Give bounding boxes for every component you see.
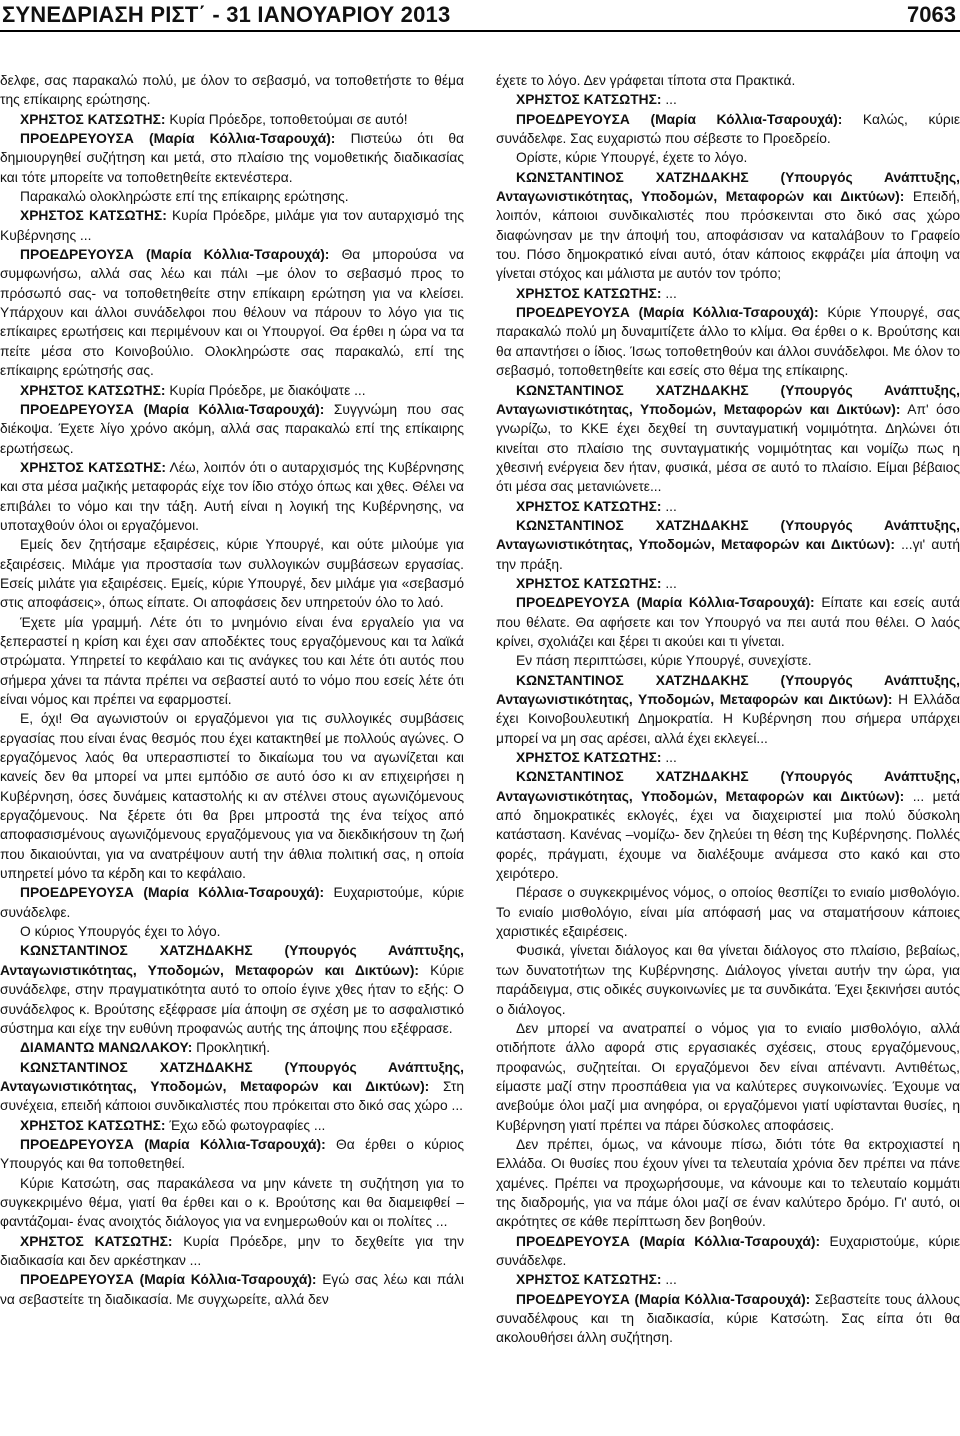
paragraph-text: Φυσικά, γίνεται διάλογος και θα γίνεται διάλογος στο πλαίσιο, βεβαίως, των δυνατοτήτων της Κυβέρνησης. Διάλογος γίνεται αυτήν την ώρα, για παράδειγμα, στις οδικές συγκοινωνίες με τα συνδικάτα. Έχει ξεκινήσει αυτός ο διάλογος. (496, 943, 960, 1017)
paragraph-text: Ευχαριστούμε, κύριε συνάδελφε. (0, 885, 464, 920)
paragraph-text: Κυρία Πρόεδρε, μιλάμε για τον αυταρχισμό της Κυβέρνησης ... (0, 208, 464, 243)
paragraph-text: Κύριε Κατσώτη, σας παρακάλεσα να μην κάνετε τη συζήτηση για το συγκεκριμένο θέμα, γιατί θα έρθει και ο κ. Βρούτσης και θα διαμειφθεί –φαντάζομαι- ένας ανοιχτός διάλογος για να ενημερωθούν και οι πολίτες ... (0, 1175, 464, 1230)
speaker-name: ΧΡΗΣΤΟΣ ΚΑΤΣΩΤΗΣ: (516, 498, 662, 514)
paragraph (0, 206, 464, 245)
paragraph (0, 1116, 464, 1135)
speaker-name: ΠΡΟΕΔΡΕΥΟΥΣΑ (Μαρία Κόλλια-Τσαρουχά): (516, 111, 843, 127)
paragraph (496, 168, 960, 284)
paragraph-text: ... (661, 498, 677, 514)
paragraph (496, 148, 960, 167)
speaker-name: ΧΡΗΣΤΟΣ ΚΑΤΣΩΤΗΣ: (516, 1272, 662, 1288)
speaker-name: ΧΡΗΣΤΟΣ ΚΑΤΣΩΤΗΣ: (20, 382, 166, 398)
speaker-name: ΠΡΟΕΔΡΕΥΟΥΣΑ (Μαρία Κόλλια-Τσαρουχά): (20, 247, 330, 263)
paragraph-text: Εμείς δεν ζητήσαμε εξαιρέσεις, κύριε Υπουργέ, και ούτε μιλούμε για εξαιρέσεις. Μιλάμε για προστασία των συλλογικών συμβάσεων εργασίας. Εσείς μιλάτε για εξαιρέσεις. Εμείς, κύριε Υπουργέ, δεν μιλάμε για «σεβασμό στις αποφάσεις», όπως είπατε. Οι αποφάσεις δεν υπηρετούν όλο το λαό. (0, 537, 464, 611)
paragraph (496, 1019, 960, 1135)
paragraph (0, 922, 464, 941)
paragraph-text: ... (661, 750, 677, 766)
speaker-name: ΠΡΟΕΔΡΕΥΟΥΣΑ (Μαρία Κόλλια-Τσαρουχά): (20, 1272, 317, 1288)
paragraph-text: Επειδή, λοιπόν, κάποιοι συνδικαλιστές που πρόσκεινται στο δικό σας χώρο διαφώνησαν με την άποψή του, αποφάσισαν να καταλάβουν το Γραφείο του. Πόσο δημοκρατικό είναι αυτό, όταν κάποιος εκφράζει μία άποψη να γίνεται στόχος και μάλιστα με αυτόν τον τρόπο; (496, 189, 960, 282)
paragraph-text: Λέω, λοιπόν ότι ο αυταρχισμός της Κυβέρνησης και στα μέσα μαζικής μεταφοράς είχε τον ίδιο στόχο όπως και χθες. Θέλει να επιβάλει το νόμο και την τάξη. Αυτή είναι η λογική της Κυβέρνησης, να υποταχθούν όλοι οι εργαζόμενοι. (0, 459, 464, 533)
paragraph (0, 245, 464, 380)
paragraph-text: Θα έρθει ο κύριος Υπουργός και θα τοποθετηθεί. (0, 1136, 464, 1172)
paragraph (0, 1270, 464, 1309)
speaker-name: ΧΡΗΣΤΟΣ ΚΑΤΣΩΤΗΣ: (516, 92, 662, 108)
speaker-name: ΔΙΑΜΑΝΤΩ ΜΑΝΩΛΑΚΟΥ: (20, 1040, 193, 1056)
paragraph-text: Ορίστε, κύριε Υπουργέ, έχετε το λόγο. (516, 150, 748, 166)
paragraph-text: Ε, όχι! Θα αγωνιστούν οι εργαζόμενοι για τις συλλογικές συμβάσεις εργασίας που είναι ένας θεσμός που έχει κατακτηθεί με πολλούς αγώνες. Ο εργαζόμενος λαός θα υπερασπιστεί το δικαίωμα του να αγωνίζεται και κανείς δεν θα μπορεί να μπει εμπόδιο σε αυτό όσο κι αν επιχειρήσει η Κυβέρνηση, όσες δυνάμεις καταστολής κι αν στέλνει στους αγωνιζόμενους εργαζόμενους. Να ξέρετε ότι θα βρει μπροστά της ένα τείχος από αποφασισμένους αγωνιζόμενους εργαζόμενους για να διεκδικήσουν τη ζωή που δικαιούνται, για να ανατρέψουν αυτή την άθλια πολιτική σας, η οποία υπηρετεί μόνο τα κέρδη και το κεφάλαιο. (0, 711, 464, 882)
paragraph-text: Δεν πρέπει, όμως, να κάνουμε πίσω, διότι τότε θα εκτροχιαστεί η Ελλάδα. Οι θυσίες που έχουν γίνει τα τελευταία χρόνια δεν πρέπει να πάνε χαμένες. Πρέπει να προχωρήσουμε, να κάνουμε και το τελευταίο κομμάτι της διαδρομής, για να πάμε όλοι μαζί σε έναν καλύτερο δρόμο. Γι' αυτό, οι ακρότητες σε κάθε περίπτωση δεν βοηθούν. (496, 1136, 960, 1230)
speaker-name: ΚΩΝΣΤΑΝΤΙΝΟΣ ΧΑΤΖΗΔΑΚΗΣ (Υπουργός Ανάπτυξης, Ανταγωνιστικότητας, Υποδομών, Μεταφορών και Δικτύων): (496, 672, 960, 707)
paragraph-text: Θα μπορούσα να συμφωνήσω, αλλά σας λέω και πάλι –με όλον το σεβασμό προς το πρόσωπό σας- να τοποθετηθείτε στην επίκαιρη ερώτηση για να κλείσει. Υπάρχουν και άλλοι συνάδελφοι που θέλουν να πάρουν το λόγο για τις επίκαιρες ερωτήσεις και περιμένουν και οι Υπουργοί. Θα έρθει η ώρα να τα πείτε μέσα στο Κοινοβούλιο. Ολοκληρώστε σας παρακαλώ, επί της επίκαιρης ερώτησής σας. (0, 247, 464, 379)
paragraph-text: Απ' όσο γνωρίζω, το ΚΚΕ έχει δεχθεί τη συνταγματική νομιμότητα. Δηλώνει ότι κινείται στο πλαίσιο της συνταγματικής νομιμότητας και νομίζω πως η χθεσινή ενέργεια δεν ήταν, φυσικά, μέσα σε αυτό το πλαίσιο. Είμαι βέβαιος ότι μέσα σας μετανιώνετε... (496, 401, 960, 495)
page-number: 7063 (907, 2, 956, 27)
paragraph (496, 767, 960, 883)
paragraph (496, 497, 960, 516)
paragraph-text: ... (661, 575, 677, 591)
paragraph (496, 651, 960, 670)
paragraph-text: Προκλητική. (192, 1040, 271, 1056)
paragraph (0, 110, 464, 129)
paragraph (496, 671, 960, 748)
paragraph (0, 613, 464, 710)
paragraph-text: ... (661, 92, 677, 108)
paragraph-text: Καλώς, κύριε συνάδελφε. Σας ευχαριστώ που σέβεστε το Προεδρείο. (496, 111, 960, 147)
speaker-name: ΧΡΗΣΤΟΣ ΚΑΤΣΩΤΗΣ: (516, 750, 662, 766)
paragraph (0, 883, 464, 922)
paragraph-text: Στη συνέχεια, επειδή κάποιοι συνδικαλιστές που πρόκειται στο δικό σας χώρο ... (0, 1078, 464, 1114)
paragraph (0, 941, 464, 1038)
paragraph-text: ... (661, 285, 677, 301)
paragraph (0, 1232, 464, 1271)
speaker-name: ΠΡΟΕΔΡΕΥΟΥΣΑ (Μαρία Κόλλια-Τσαρουχά): (20, 1136, 326, 1152)
paragraph (496, 381, 960, 497)
paragraph (496, 110, 960, 149)
paragraph (496, 1135, 960, 1232)
paragraph-text: Συγγνώμη που σας διέκοψα. Έχετε λίγο χρόνο ακόμη, αλλά σας παρακαλώ επί της επίκαιρης ερωτήσεως. (0, 401, 464, 456)
paragraph (496, 574, 960, 593)
paragraph-text: Κυρία Πρόεδρε, με διακόψατε ... (165, 382, 366, 398)
paragraph (496, 941, 960, 1018)
speaker-name: ΠΡΟΕΔΡΕΥΟΥΣΑ (Μαρία Κόλλια-Τσαρουχά): (516, 305, 819, 321)
paragraph (0, 1135, 464, 1174)
speaker-name: ΚΩΝΣΤΑΝΤΙΝΟΣ ΧΑΤΖΗΔΑΚΗΣ (Υπουργός Ανάπτυξης, Ανταγωνιστικότητας, Υποδομών, Μεταφορών και Δικτύων): (0, 1059, 464, 1094)
speaker-name: ΠΡΟΕΔΡΕΥΟΥΣΑ (Μαρία Κόλλια-Τσαρουχά): (516, 595, 815, 611)
paragraph (0, 1058, 464, 1116)
paragraph (0, 381, 464, 400)
paragraph (0, 187, 464, 206)
paragraph-text: ...γι' αυτή την πράξη. (496, 537, 960, 572)
speaker-name: ΧΡΗΣΤΟΣ ΚΑΤΣΩΤΗΣ: (20, 1117, 166, 1133)
paragraph (496, 748, 960, 767)
paragraph-text: Πέρασε ο συγκεκριμένος νόμος, ο οποίος θεσπίζει το ενιαίο μισθολόγιο. Το ενιαίο μισθολόγιο, είναι μία απόφασή μας να σταματήσουν κάποιες χαριστικές εξαιρέσεις. (496, 885, 960, 940)
paragraph-text: Ευχαριστούμε, κύριε συνάδελφε. (496, 1233, 960, 1268)
speaker-name: ΧΡΗΣΤΟΣ ΚΑΤΣΩΤΗΣ: (20, 111, 166, 127)
paragraph (496, 284, 960, 303)
paragraph-text: Πιστεύω ότι θα δημιουργηθεί συζήτηση και μετά, στο πλαίσιο της νομοθετικής διαδικασίας και τότε μπορείτε να τοποθετηθείτε εκτενέστερα. (0, 131, 464, 185)
paragraph-text: Έχετε μία γραμμή. Λέτε ότι το μνημόνιο είναι ένα εργαλείο για να ξεπεραστεί η κρίση και έχει σαν αποδέκτες τους εργαζόμενους και τα λαϊκά στρώματα. Υπηρετεί το κεφάλαιο και τις ανάγκες του και λέτε ότι αυτός που σήμερα χάνει τα πάντα πρέπει να σεβαστεί αυτό το νόμο που εσείς λέτε ότι είναι νόμος και πρέπει να εφαρμοστεί. (0, 614, 464, 707)
paragraph (496, 71, 960, 90)
paragraph (496, 883, 960, 941)
speaker-name: ΠΡΟΕΔΡΕΥΟΥΣΑ (Μαρία Κόλλια-Τσαρουχά): (516, 1291, 811, 1307)
paragraph (0, 709, 464, 883)
paragraph-text: Σεβαστείτε τους άλλους συναδέλφους και τη διαδικασία, κύριε Κατσώτη. Σας είπα ότι θα ακολουθήσει άλλη συζήτηση. (496, 1291, 960, 1346)
paragraph-text: Δεν μπορεί να ανατραπεί ο νόμος για το ενιαίο μισθολόγιο, αλλά οτιδήποτε άλλο αφορά στις εργασιακές σχέσεις, στους εργαζόμενους, προφανώς, συζητείται. Οι εργαζόμενοι δεν είναι απέναντι. Αντιθέτως, είμαστε μαζί στην προσπάθεια για να καλύτερες συγκοινωνίες. Έχουμε να ανεβούμε όλοι μαζί μια ανηφόρα, οι εργαζόμενοι γιατί υφίστανται θυσίες, η Κυβέρνηση γιατί πρέπει να πάρει δύσκολες αποφάσεις. (496, 1020, 960, 1133)
paragraph (496, 90, 960, 109)
speaker-name: ΧΡΗΣΤΟΣ ΚΑΤΣΩΤΗΣ: (516, 575, 662, 591)
speaker-name: ΚΩΝΣΤΑΝΤΙΝΟΣ ΧΑΤΖΗΔΑΚΗΣ (Υπουργός Ανάπτυξης, Ανταγωνιστικότητας, Υποδομών, Μεταφορών και Δικτύων): (496, 517, 960, 553)
speaker-name: ΠΡΟΕΔΡΕΥΟΥΣΑ (Μαρία Κόλλια-Τσαρουχά): (516, 1233, 821, 1249)
paragraph-text: Κυρία Πρόεδρε, μην το δεχθείτε για την διαδικασία και δεν αρκέστηκαν ... (0, 1233, 464, 1268)
paragraph (496, 516, 960, 574)
paragraph (0, 535, 464, 612)
paragraph (496, 593, 960, 651)
paragraph (0, 71, 464, 110)
speaker-name: ΠΡΟΕΔΡΕΥΟΥΣΑ (Μαρία Κόλλια-Τσαρουχά): (20, 401, 325, 417)
paragraph-text: ... (661, 1272, 677, 1288)
paragraph-text: ... μετά από δημοκρατικές εκλογές, έχει να διαχειριστεί μια πολύ δύσκολη κατάσταση. Κανένας –νομίζω- δεν ζηλεύει τη θέση της Κυβέρνησης. Πολλές φορές, πράγματι, έχουμε να διαλέξουμε ανάμεσα στο κακό και στο χειρότερο. (496, 788, 960, 882)
right-column (496, 71, 960, 1348)
paragraph-text: Εγώ σας λέω και πάλι να σεβαστείτε τη διαδικασία. Με συγχωρείτε, αλλά δεν (0, 1272, 464, 1307)
page-header (0, 0, 960, 36)
paragraph-text: Κύριε Υπουργέ, σας παρακαλώ πολύ μη δυναμιτίζετε άλλο το κλίμα. Θα έρθει ο κ. Βρούτσης και θα απαντήσει ο ίδιος. Ίσως τοποθετηθούν και άλλοι συνάδελφοι. Με όλον το σεβασμό, τοποθετηθείτε και εσείς στο θέμα της επίκαιρης. (496, 305, 960, 379)
speaker-name: ΧΡΗΣΤΟΣ ΚΑΤΣΩΤΗΣ: (20, 459, 166, 475)
paragraph (496, 303, 960, 380)
paragraph-text: Είπατε και εσείς αυτά που θέλατε. Θα αφήσετε και τον Υπουργό να πει αυτά που θέλει. Ο λαός κρίνει, σχολιάζει και ξέρει τι ακούει και τι γίνεται. (496, 595, 960, 649)
left-column (0, 71, 464, 1309)
paragraph-text: έχετε το λόγο. Δεν γράφεται τίποτα στα Πρακτικά. (496, 73, 796, 88)
paragraph (0, 400, 464, 458)
paragraph-text: Εν πάση περιπτώσει, κύριε Υπουργέ, συνεχίστε. (516, 653, 812, 669)
paragraph-text: Έχω εδώ φωτογραφίες ... (165, 1117, 326, 1133)
speaker-name: ΧΡΗΣΤΟΣ ΚΑΤΣΩΤΗΣ: (20, 208, 167, 224)
speaker-name: ΚΩΝΣΤΑΝΤΙΝΟΣ ΧΑΤΖΗΔΑΚΗΣ (Υπουργός Ανάπτυξης, Ανταγωνιστικότητας, Υποδομών, Μεταφορών και Δικτύων): (496, 769, 960, 804)
speaker-name: ΚΩΝΣΤΑΝΤΙΝΟΣ ΧΑΤΖΗΔΑΚΗΣ (Υπουργός Ανάπτυξης, Ανταγωνιστικότητας, Υποδομών, Μεταφορών και Δικτύων): (496, 169, 960, 205)
paragraph-text: Κυρία Πρόεδρε, τοποθετούμαι σε αυτό! (165, 111, 408, 127)
speaker-name: ΠΡΟΕΔΡΕΥΟΥΣΑ (Μαρία Κόλλια-Τσαρουχά): (20, 885, 325, 901)
paragraph-text: δελφε, σας παρακαλώ πολύ, με όλον το σεβασμό, να τοποθετήστε το θέμα της επίκαιρης ερώτησης. (0, 73, 464, 108)
speaker-name: ΧΡΗΣΤΟΣ ΚΑΤΣΩΤΗΣ: (516, 285, 662, 301)
speaker-name: ΚΩΝΣΤΑΝΤΙΝΟΣ ΧΑΤΖΗΔΑΚΗΣ (Υπουργός Ανάπτυξης, Ανταγωνιστικότητας, Υποδομών, Μεταφορών και Δικτύων): (0, 943, 464, 978)
paragraph (0, 1174, 464, 1232)
paragraph-text: Παρακαλώ ολοκληρώστε επί της επίκαιρης ερώτησης. (20, 189, 349, 205)
paragraph (496, 1290, 960, 1348)
session-title: ΣΥΝΕΔΡΙΑΣΗ ΡΙΣΤ΄ - 31 ΙΑΝΟΥΑΡΙΟΥ 2013 (2, 2, 451, 27)
paragraph (496, 1232, 960, 1271)
paragraph-text: Ο κύριος Υπουργός έχει το λόγο. (20, 924, 221, 940)
speaker-name: ΠΡΟΕΔΡΕΥΟΥΣΑ (Μαρία Κόλλια-Τσαρουχά): (20, 131, 336, 147)
paragraph-text: Η Ελλάδα έχει Κοινοβουλευτική Δημοκρατία. Η Κυβέρνηση που σήμερα υπάρχει μπορεί να μη σας αρέσει, αλλά έχει εκλεγεί... (496, 692, 960, 746)
paragraph (496, 1270, 960, 1289)
paragraph (0, 1038, 464, 1057)
speaker-name: ΚΩΝΣΤΑΝΤΙΝΟΣ ΧΑΤΖΗΔΑΚΗΣ (Υπουργός Ανάπτυξης, Ανταγωνιστικότητας, Υποδομών, Μεταφορών και Δικτύων): (496, 382, 960, 417)
paragraph (0, 458, 464, 535)
speaker-name: ΧΡΗΣΤΟΣ ΚΑΤΣΩΤΗΣ: (20, 1233, 173, 1249)
paragraph-text: Κύριε συνάδελφε, στην πραγματικότητα αυτό το οποίο έγινε χθες ήταν το εξής: Ο συνάδελφος κ. Βρούτσης εξέφρασε μία άποψη σε σχέση με το ασφαλιστικό σύστημα και είχε την ευθύνη προφανώς αυτής της άποψης που εξέφρασε. (0, 962, 464, 1036)
paragraph (0, 129, 464, 187)
header-rule (0, 30, 960, 32)
